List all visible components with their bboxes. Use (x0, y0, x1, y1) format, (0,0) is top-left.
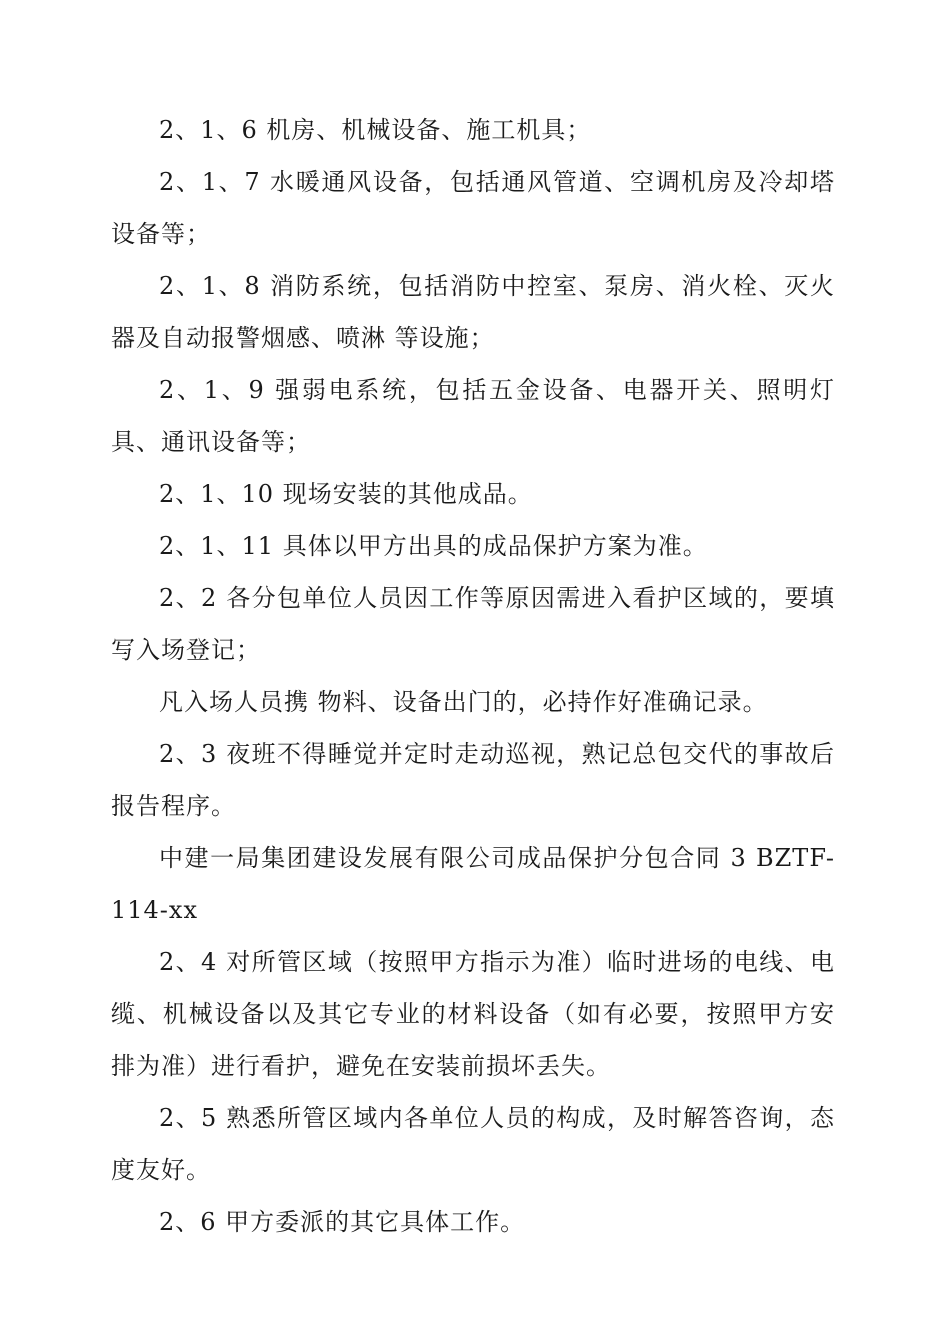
paragraph-2-5: 2、5 熟悉所管区域内各单位人员的构成，及时解答咨询，态度友好。 (111, 1104, 835, 1184)
paragraph-entry-record: 凡入场人员携 物料、设备出门的，必持作好准确记录。 (159, 688, 768, 716)
contract-reference-line: 中建一局集团建设发展有限公司成品保护分包合同 3 BZTF-114-xx (111, 844, 835, 924)
paragraph-2-1-6: 2、1、6 机房、机械设备、施工机具； (159, 116, 592, 144)
document-body (111, 104, 835, 1248)
paragraph-2-2: 2、2 各分包单位人员因工作等原因需进入看护区域的，要填写入场登记； (111, 584, 835, 664)
paragraph-2-1-9: 2、1、9 强弱电系统，包括五金设备、电器开关、照明灯具、通讯设备等； (111, 376, 835, 456)
paragraph-2-1-10: 2、1、10 现场安装的其他成品。 (159, 480, 533, 508)
paragraph-2-4: 2、4 对所管区域（按照甲方指示为准）临时进场的电线、电缆、机械设备以及其它专业的材料设备（如有必要，按照甲方安排为准）进行看护，避免在安装前损坏丢失。 (111, 948, 835, 1080)
paragraph-2-1-8: 2、1、8 消防系统，包括消防中控室、泵房、消火栓、灭火器及自动报警烟感、喷淋 等设施； (111, 272, 835, 352)
paragraph-2-6: 2、6 甲方委派的其它具体工作。 (159, 1208, 526, 1236)
paragraph-2-1-11: 2、1、11 具体以甲方出具的成品保护方案为准。 (159, 532, 708, 560)
paragraph-2-1-7: 2、1、7 水暖通风设备，包括通风管道、空调机房及冷却塔设备等； (111, 168, 835, 248)
paragraph-2-3: 2、3 夜班不得睡觉并定时走动巡视，熟记总包交代的事故后报告程序。 (111, 740, 835, 820)
